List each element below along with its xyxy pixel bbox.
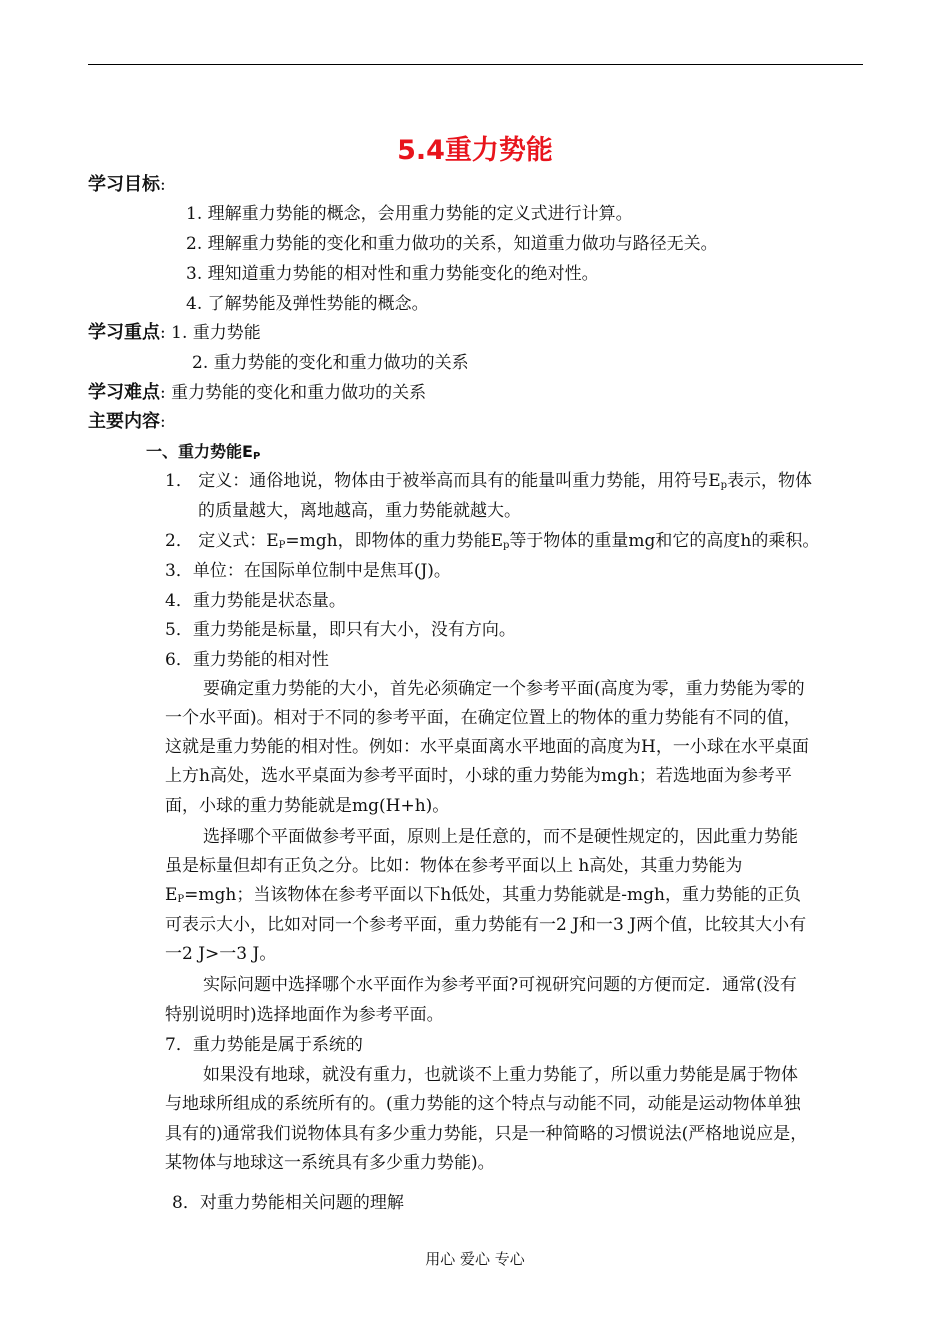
key-points-label: 学习重点 [88, 322, 160, 343]
main-content-heading: 主要内容: [88, 411, 166, 432]
paragraph-line: 面，小球的重力势能就是mg(H+h)。 [165, 796, 450, 816]
paragraph-line: 如果没有地球，就没有重力，也就谈不上重力势能了，所以重力势能是属于物体 [203, 1065, 798, 1085]
point-1-line: 的质量越大，离地越高，重力势能就越大。 [198, 501, 521, 521]
main-content-label: 主要内容 [88, 411, 160, 432]
paragraph-line: 上方h高处，选水平桌面为参考平面时，小球的重力势能为mgh；若选地面为参考平 [165, 766, 792, 786]
paragraph-line: 要确定重力势能的大小，首先必须确定一个参考平面(高度为零，重力势能为零的 [203, 679, 805, 699]
point-1-line: 1． 定义：通俗地说，物体由于被举高而具有的能量叫重力势能，用符号$E_p$表示，物体 [165, 471, 813, 491]
page-footer: 用心 爱心 专心 [425, 1250, 525, 1268]
key-point-item: 1. 重力势能 [171, 323, 261, 343]
objective-item: 4. 了解势能及弹性势能的概念。 [186, 294, 429, 314]
page-title: 5.4重力势能 [397, 135, 553, 166]
paragraph-line: 某物体与地球这一系统具有多少重力势能)。 [165, 1153, 495, 1173]
objectives-label: 学习目标 [88, 174, 160, 195]
paragraph-line: 可表示大小，比如对同一个参考平面，重力势能有一2 J和一3 J两个值，比较其大小有 [165, 915, 807, 935]
point-3-line: 3．单位：在国际单位制中是焦耳(J)。 [165, 561, 451, 581]
point-2-line: 2． 定义式：$E_P=mgh$，即物体的重力势能$E_p$等于物体的重量mg和它的高度h的乘积。 [165, 531, 820, 551]
objective-item: 3. 理知道重力势能的相对性和重力势能变化的绝对性。 [186, 264, 599, 284]
section-heading: 一、重力势能$E_P$ [146, 442, 261, 462]
paragraph-line: 一个水平面)。相对于不同的参考平面，在确定位置上的物体的重力势能有不同的值， [165, 708, 801, 728]
paragraph-line: 虽是标量但却有正负之分。比如：物体在参考平面以上 h高处，其重力势能为 [165, 856, 743, 876]
paragraph-line: 与地球所组成的系统所有的。(重力势能的这个特点与动能不同，动能是运动物体单独 [165, 1094, 801, 1114]
point-4-line: 4．重力势能是状态量。 [165, 591, 346, 611]
paragraph-line: 具有的)通常我们说物体具有多少重力势能，只是一种简略的习惯说法(严格地说应是， [165, 1124, 808, 1144]
paragraph-line: 一2 J>一3 J。 [165, 944, 277, 964]
key-point-item: 2. 重力势能的变化和重力做功的关系 [192, 353, 469, 373]
difficulty-text: 重力势能的变化和重力做功的关系 [171, 383, 427, 403]
paragraph-line: $E_P=mgh$；当该物体在参考平面以下h低处，其重力势能就是-mgh，重力势能的正负 [165, 885, 801, 905]
point-7-line: 7．重力势能是属于系统的 [165, 1035, 363, 1055]
difficulty-label: 学习难点 [88, 382, 160, 403]
header-rule [88, 64, 863, 65]
point-8-line: 8．对重力势能相关问题的理解 [172, 1193, 404, 1213]
paragraph-line: 特别说明时)选择地面作为参考平面。 [165, 1005, 444, 1025]
objective-item: 2. 理解重力势能的变化和重力做功的关系，知道重力做功与路径无关。 [186, 234, 718, 254]
paragraph-line: 选择哪个平面做参考平面，原则上是任意的，而不是硬性规定的，因此重力势能 [203, 827, 798, 847]
paragraph-line: 实际问题中选择哪个水平面作为参考平面?可视研究问题的方便而定．通常(没有 [203, 975, 797, 995]
point-5-line: 5．重力势能是标量，即只有大小，没有方向。 [165, 620, 516, 640]
objectives-heading: 学习目标: [88, 174, 166, 195]
objective-item: 1. 理解重力势能的概念，会用重力势能的定义式进行计算。 [186, 204, 633, 224]
paragraph-line: 这就是重力势能的相对性。例如：水平桌面离水平地面的高度为H，一小球在水平桌面 [165, 737, 809, 757]
difficulty-row: 学习难点: 重力势能的变化和重力做功的关系 [88, 382, 427, 403]
key-points-row: 学习重点: 1. 重力势能 [88, 322, 261, 343]
point-6-line: 6．重力势能的相对性 [165, 650, 329, 670]
